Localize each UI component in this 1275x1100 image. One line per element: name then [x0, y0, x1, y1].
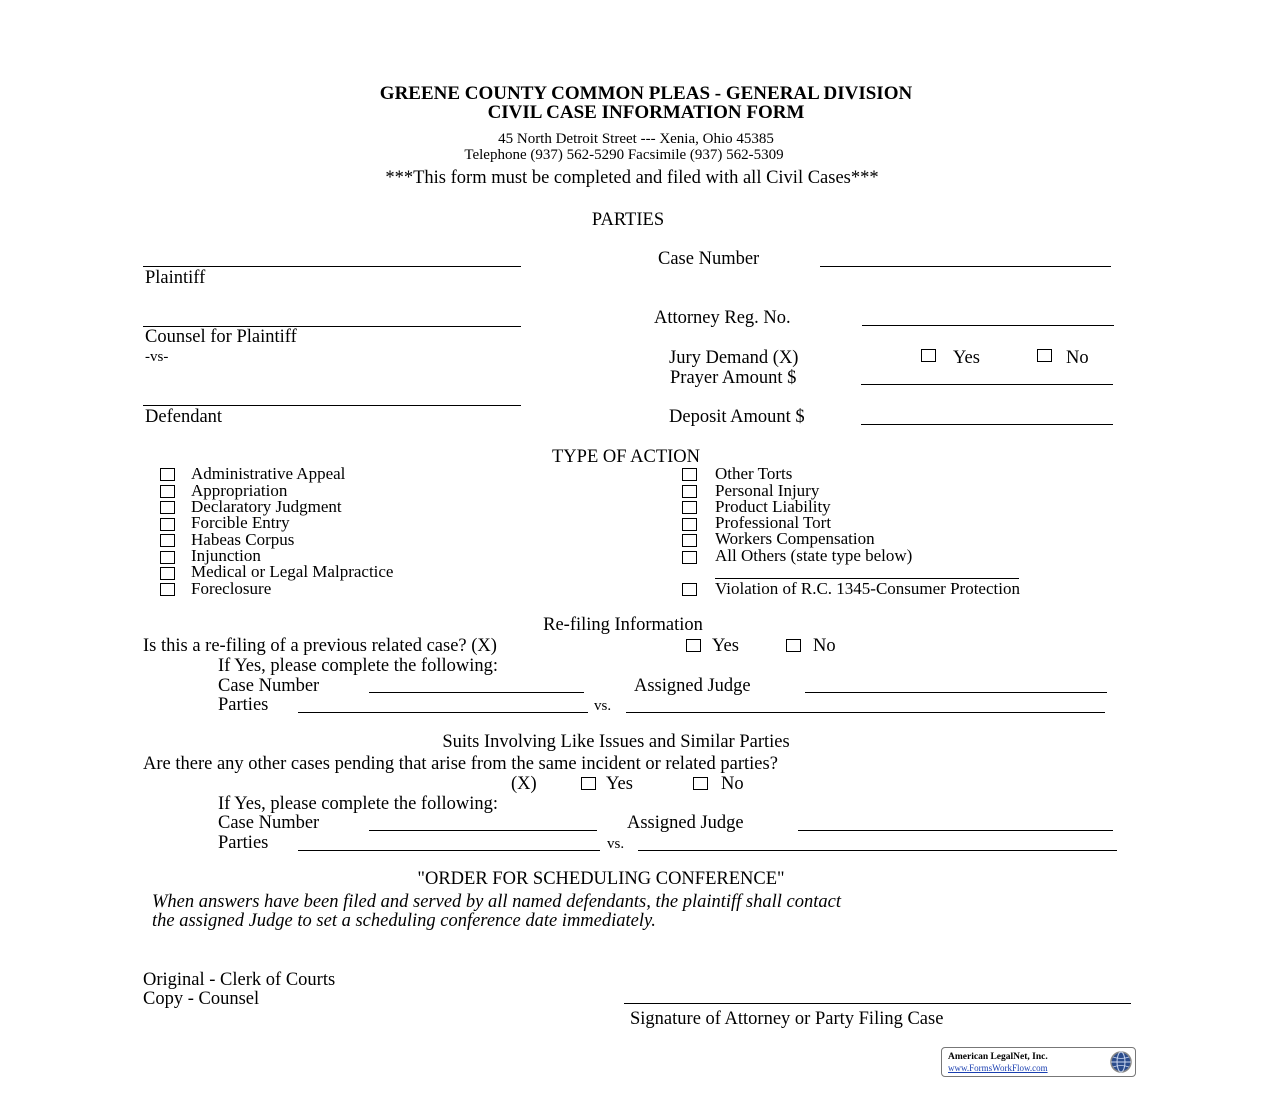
action-checkbox[interactable] — [160, 534, 175, 547]
suits-case-number-line[interactable] — [369, 830, 597, 831]
type-of-action-heading: TYPE OF ACTION — [551, 447, 701, 467]
refiling-no-checkbox[interactable] — [786, 639, 801, 652]
action-checkbox[interactable] — [160, 501, 175, 514]
action-label: Professional Tort — [715, 513, 832, 532]
globe-icon — [1109, 1050, 1133, 1074]
action-label: Administrative Appeal — [191, 464, 346, 483]
action-checkbox[interactable] — [682, 468, 697, 481]
action-checkbox[interactable] — [160, 583, 175, 596]
jury-demand-label: Jury Demand (X) — [669, 348, 799, 368]
suits-no-checkbox[interactable] — [693, 777, 708, 790]
order-text-line1: When answers have been filed and served by all named defendants, the plaintiff shall contact — [152, 892, 841, 912]
copy-distribution: Copy - Counsel — [143, 989, 260, 1009]
suits-no-label: No — [721, 774, 744, 794]
refiling-instruction: If Yes, please complete the following: — [218, 656, 499, 676]
logo-url-link[interactable]: www.FormsWorkFlow.com — [948, 1063, 1048, 1073]
suits-judge-label: Assigned Judge — [627, 813, 744, 833]
defendant-label: Defendant — [145, 407, 223, 427]
action-checkbox[interactable] — [160, 518, 175, 531]
signature-line[interactable] — [624, 1003, 1131, 1004]
action-label: Other Torts — [715, 464, 793, 483]
action-checkbox[interactable] — [160, 468, 175, 481]
refiling-yes-checkbox[interactable] — [686, 639, 701, 652]
action-checkbox[interactable] — [160, 551, 175, 564]
action-label: Product Liability — [715, 497, 831, 516]
suits-vs-label: vs. — [607, 836, 625, 852]
suits-party2-line[interactable] — [638, 850, 1117, 851]
filing-notice: ***This form must be completed and filed with all Civil Cases*** — [385, 168, 879, 188]
action-checkbox[interactable] — [160, 485, 175, 498]
form-title: CIVIL CASE INFORMATION FORM — [487, 102, 805, 123]
jury-yes-label: Yes — [953, 348, 980, 368]
consumer-protection-label: Violation of R.C. 1345-Consumer Protection — [715, 579, 1020, 598]
action-label: Medical or Legal Malpractice — [191, 562, 394, 581]
refiling-question: Is this a re-filing of a previous related case? (X) — [143, 636, 497, 656]
action-label: Habeas Corpus — [191, 530, 295, 549]
case-number-line[interactable] — [820, 266, 1111, 267]
refiling-yes-label: Yes — [712, 636, 739, 656]
attorney-reg-line[interactable] — [862, 325, 1114, 326]
jury-no-label: No — [1066, 348, 1089, 368]
action-label: Forcible Entry — [191, 513, 290, 532]
court-address: 45 North Detroit Street --- Xenia, Ohio 45385 — [498, 131, 774, 147]
suits-judge-line[interactable] — [798, 830, 1113, 831]
suits-parties-label: Parties — [218, 833, 269, 853]
action-label: Foreclosure — [191, 579, 272, 598]
refiling-vs-label: vs. — [594, 698, 612, 714]
refiling-judge-label: Assigned Judge — [634, 676, 751, 696]
deposit-amount-label: Deposit Amount $ — [669, 407, 805, 427]
attorney-reg-label: Attorney Reg. No. — [654, 308, 791, 328]
prayer-amount-line[interactable] — [861, 384, 1113, 385]
action-label: Personal Injury — [715, 481, 820, 500]
action-label: Declaratory Judgment — [191, 497, 342, 516]
refiling-party1-line[interactable] — [298, 712, 588, 713]
refiling-judge-line[interactable] — [805, 692, 1107, 693]
order-text-line2: the assigned Judge to set a scheduling conference date immediately. — [152, 911, 656, 931]
action-checkbox[interactable] — [682, 501, 697, 514]
refiling-heading: Re-filing Information — [543, 615, 703, 635]
american-legalnet-logo[interactable] — [941, 1047, 1136, 1077]
action-checkbox[interactable] — [682, 518, 697, 531]
action-checkbox[interactable] — [682, 534, 697, 547]
prayer-amount-label: Prayer Amount $ — [670, 368, 797, 388]
parties-heading: PARTIES — [591, 210, 665, 230]
case-number-label: Case Number — [658, 249, 760, 269]
plaintiff-line[interactable] — [143, 266, 521, 267]
suits-case-number-label: Case Number — [218, 813, 320, 833]
suits-party1-line[interactable] — [298, 850, 600, 851]
action-checkbox[interactable] — [160, 567, 175, 580]
court-title: GREENE COUNTY COMMON PLEAS - GENERAL DIVISION — [379, 83, 913, 104]
original-distribution: Original - Clerk of Courts — [143, 970, 336, 990]
refiling-case-number-line[interactable] — [369, 692, 584, 693]
signature-label: Signature of Attorney or Party Filing Case — [630, 1009, 944, 1029]
plaintiff-label: Plaintiff — [145, 268, 206, 288]
action-label: Appropriation — [191, 481, 288, 500]
jury-yes-checkbox[interactable] — [921, 349, 936, 362]
logo-brand-text: American LegalNet, Inc. — [948, 1052, 1048, 1062]
court-phone: Telephone (937) 562-5290 Facsimile (937) 562-5309 — [464, 147, 784, 163]
action-label: Workers Compensation — [715, 529, 875, 548]
suits-question: Are there any other cases pending that arise from the same incident or related parties? — [143, 754, 778, 774]
action-checkbox[interactable] — [682, 485, 697, 498]
counsel-label: Counsel for Plaintiff — [145, 327, 297, 347]
refiling-parties-label: Parties — [218, 695, 269, 715]
refiling-case-number-label: Case Number — [218, 676, 320, 696]
action-checkbox[interactable] — [682, 551, 697, 564]
deposit-amount-line[interactable] — [861, 424, 1113, 425]
suits-yes-label: Yes — [606, 774, 633, 794]
consumer-protection-checkbox[interactable] — [682, 583, 697, 596]
defendant-line[interactable] — [143, 405, 521, 406]
action-label: Injunction — [191, 546, 261, 565]
refiling-party2-line[interactable] — [626, 712, 1105, 713]
vs-label: -vs- — [145, 349, 169, 365]
suits-yes-checkbox[interactable] — [581, 777, 596, 790]
suits-instruction: If Yes, please complete the following: — [218, 794, 499, 814]
suits-x-label: (X) — [511, 774, 537, 794]
order-heading: "ORDER FOR SCHEDULING CONFERENCE" — [417, 869, 785, 889]
jury-no-checkbox[interactable] — [1037, 349, 1052, 362]
action-label: All Others (state type below) — [715, 546, 913, 565]
suits-heading: Suits Involving Like Issues and Similar Parties — [442, 732, 790, 752]
refiling-no-label: No — [813, 636, 836, 656]
